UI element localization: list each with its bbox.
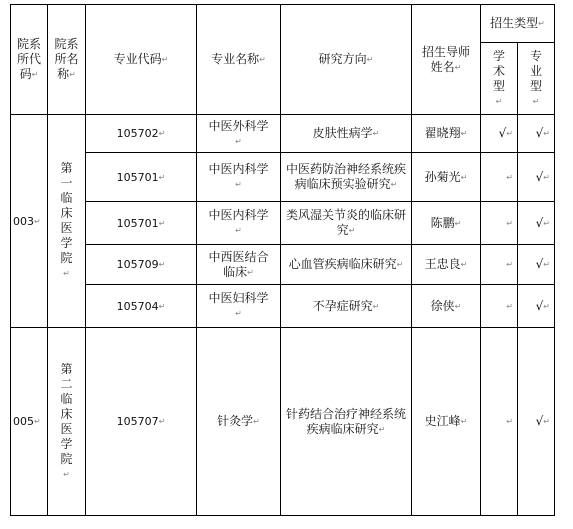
table-row <box>11 202 555 245</box>
paragraph-mark: ↵ <box>158 218 166 228</box>
paragraph-mark: ↵ <box>69 70 76 79</box>
table-row <box>11 328 555 516</box>
header-row <box>11 5 555 43</box>
advisor-cell <box>412 115 481 153</box>
paragraph-mark: ↵ <box>158 172 166 182</box>
header-type-academic <box>481 43 518 115</box>
academic-cell <box>481 245 518 285</box>
paragraph-mark: ↵ <box>235 309 242 318</box>
paragraph-mark: ↵ <box>372 301 380 311</box>
major-code-cell <box>86 115 197 153</box>
college-name: 第二临床医学院 <box>60 361 73 466</box>
header-college-code <box>11 5 48 115</box>
paragraph-mark: ↵ <box>543 417 550 426</box>
college-name-cell <box>48 115 86 328</box>
header-type-professional-label: 专业型 <box>529 48 542 93</box>
header-type-group-label: 招生类型 <box>490 16 539 30</box>
professional-cell <box>518 328 555 516</box>
paragraph-mark: ↵ <box>158 301 166 311</box>
paragraph-mark: ↵ <box>460 172 468 182</box>
paragraph-mark: ↵ <box>63 269 70 278</box>
direction-cell <box>281 328 412 516</box>
major-code: 105702 <box>116 127 159 140</box>
paragraph-mark: ↵ <box>506 260 513 269</box>
academic-cell <box>481 115 518 153</box>
major-name-cell <box>197 245 281 285</box>
paragraph-mark: ↵ <box>543 129 550 138</box>
major-code-cell <box>86 245 197 285</box>
major-code: 105707 <box>116 415 159 428</box>
advisor: 翟晓翔 <box>424 126 461 140</box>
major-name-cell <box>197 153 281 202</box>
header-type-professional <box>518 43 555 115</box>
paragraph-mark: ↵ <box>378 424 386 434</box>
paragraph-mark: ↵ <box>158 417 166 426</box>
paragraph-mark: ↵ <box>158 129 166 138</box>
major-name: 中医妇科学 <box>208 291 269 305</box>
paragraph-mark: ↵ <box>543 172 550 182</box>
paragraph-mark: ↵ <box>31 70 39 79</box>
table-row <box>11 285 555 328</box>
direction-cell <box>281 285 412 328</box>
college-code: 005 <box>13 415 34 428</box>
major-name-cell <box>197 202 281 245</box>
table-row <box>11 153 555 202</box>
direction: 针药结合治疗神经系统疾病临床研究 <box>285 406 406 436</box>
major-name-cell <box>197 115 281 153</box>
header-direction-label: 研究方向 <box>318 52 367 66</box>
direction-cell <box>281 202 412 245</box>
admissions-table <box>10 4 555 516</box>
advisor-cell <box>412 328 481 516</box>
paragraph-mark: ↵ <box>348 226 356 235</box>
header-college-name <box>48 5 86 115</box>
professional-cell <box>518 153 555 202</box>
professional-cell <box>518 202 555 245</box>
paragraph-mark: ↵ <box>390 180 398 189</box>
paragraph-mark: ↵ <box>259 55 266 64</box>
paragraph-mark: ↵ <box>247 267 254 277</box>
header-advisor-label: 招生导师姓名 <box>422 44 471 74</box>
paragraph-mark: ↵ <box>454 301 462 311</box>
paragraph-mark: ↵ <box>532 96 540 106</box>
checkmark-icon: √ <box>535 257 544 271</box>
advisor-cell <box>412 245 481 285</box>
advisor: 孙菊光 <box>424 169 461 184</box>
paragraph-mark: ↵ <box>158 260 166 269</box>
header-advisor <box>412 5 481 115</box>
paragraph-mark: ↵ <box>506 417 513 426</box>
header-major-name <box>197 5 281 115</box>
paragraph-mark: ↵ <box>235 136 242 146</box>
direction-cell <box>281 245 412 285</box>
college-code-cell <box>11 115 48 328</box>
direction: 皮肤性病学 <box>312 126 373 140</box>
paragraph-mark: ↵ <box>543 301 550 311</box>
paragraph-mark: ↵ <box>161 55 169 64</box>
paragraph-mark: ↵ <box>543 218 550 228</box>
advisor-cell <box>412 153 481 202</box>
header-major-code-label: 专业代码 <box>113 52 162 66</box>
checkmark-icon: √ <box>535 414 544 428</box>
major-code: 105701 <box>116 170 159 184</box>
advisor: 王忠良 <box>424 257 461 271</box>
professional-cell <box>518 245 555 285</box>
paragraph-mark: ↵ <box>543 260 550 269</box>
checkmark-icon: √ <box>535 169 544 184</box>
academic-cell <box>481 202 518 245</box>
college-code-cell <box>11 328 48 516</box>
college-code: 003 <box>13 214 34 228</box>
header-type-academic-label: 学术型 <box>492 48 505 93</box>
paragraph-mark: ↵ <box>396 260 404 269</box>
paragraph-mark: ↵ <box>506 172 513 182</box>
paragraph-mark: ↵ <box>253 417 260 426</box>
major-name: 中西医结合临床 <box>208 249 269 279</box>
header-type-group <box>481 5 555 43</box>
major-name-cell <box>197 328 281 516</box>
paragraph-mark: ↵ <box>34 216 41 226</box>
paragraph-mark: ↵ <box>34 417 41 426</box>
paragraph-mark: ↵ <box>506 218 513 228</box>
checkmark-icon: √ <box>535 215 544 230</box>
checkmark-icon: √ <box>535 126 544 140</box>
major-code-cell <box>86 202 197 245</box>
paragraph-mark: ↵ <box>460 417 468 426</box>
advisor-cell <box>412 202 481 245</box>
checkmark-icon: √ <box>535 298 544 313</box>
paragraph-mark: ↵ <box>460 129 468 138</box>
header-college-name-label: 院系所名称 <box>54 37 79 81</box>
major-code-cell <box>86 285 197 328</box>
major-code: 105701 <box>116 216 159 230</box>
major-name: 中医外科学 <box>208 118 269 133</box>
college-name: 第一临床医学院 <box>60 161 73 265</box>
paragraph-mark: ↵ <box>63 469 70 479</box>
advisor: 史江峰 <box>424 414 461 428</box>
academic-cell <box>481 153 518 202</box>
paragraph-mark: ↵ <box>235 180 242 189</box>
direction: 中医药防治神经系统疾病临床预实验研究 <box>285 162 406 191</box>
header-major-name-label: 专业名称 <box>211 52 260 66</box>
paragraph-mark: ↵ <box>366 55 374 64</box>
direction: 类风湿关节炎的临床研究 <box>285 208 406 237</box>
professional-cell <box>518 285 555 328</box>
header-college-code-label: 院系所代码 <box>16 37 41 81</box>
paragraph-mark: ↵ <box>506 301 513 311</box>
paragraph-mark: ↵ <box>235 226 242 235</box>
paragraph-mark: ↵ <box>372 129 380 138</box>
academic-cell <box>481 285 518 328</box>
paragraph-mark: ↵ <box>495 96 503 106</box>
header-major-code <box>86 5 197 115</box>
direction-cell <box>281 115 412 153</box>
advisor: 陈鹏 <box>430 215 455 230</box>
paragraph-mark: ↵ <box>454 62 462 72</box>
advisor-cell <box>412 285 481 328</box>
major-name: 中医内科学 <box>208 162 269 176</box>
paragraph-mark: ↵ <box>506 129 513 138</box>
college-name-cell <box>48 328 86 516</box>
academic-cell <box>481 328 518 516</box>
major-code-cell <box>86 328 197 516</box>
major-name: 针灸学 <box>217 414 254 428</box>
paragraph-mark: ↵ <box>538 19 545 28</box>
major-code: 105709 <box>116 258 159 271</box>
major-code: 105704 <box>116 299 159 313</box>
table-row <box>11 245 555 285</box>
professional-cell <box>518 115 555 153</box>
paragraph-mark: ↵ <box>460 260 468 269</box>
paragraph-mark: ↵ <box>454 218 462 228</box>
direction: 心血管疾病临床研究 <box>288 257 397 271</box>
advisor: 徐侠 <box>430 298 455 313</box>
table-row <box>11 115 555 153</box>
direction: 不孕症研究 <box>312 298 373 313</box>
major-name-cell <box>197 285 281 328</box>
checkmark-icon: √ <box>498 126 507 140</box>
major-name: 中医内科学 <box>208 208 269 222</box>
direction-cell <box>281 153 412 202</box>
header-direction <box>281 5 412 115</box>
major-code-cell <box>86 153 197 202</box>
